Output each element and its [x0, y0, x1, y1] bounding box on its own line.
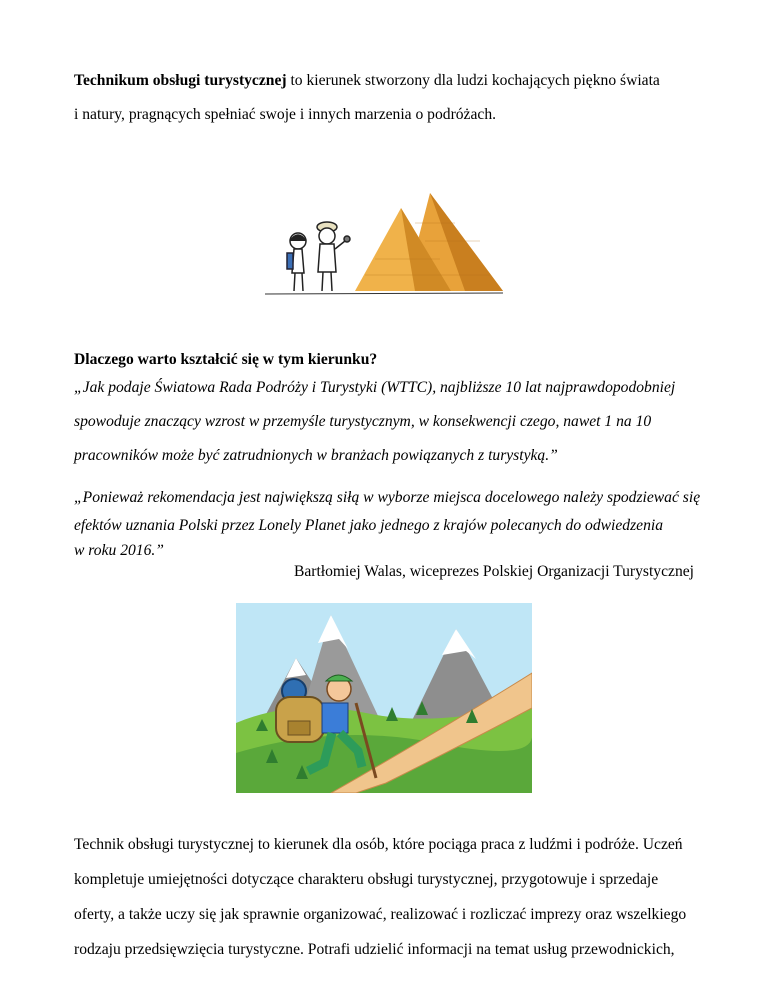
quote1-line-1: „Jak podaje Światowa Rada Podróży i Turystyki (WTTC), najbliższe 10 lat najprawdopodobniej	[74, 379, 676, 396]
quote2-line-2: efektów uznania Polski przez Lonely Planet jako jednego z krajów polecanych do odwiedzenia	[74, 517, 663, 534]
quote2-line-1: „Ponieważ rekomendacja jest największą siłą w wyborze miejsca docelowego należy spodziewać się	[74, 489, 701, 506]
body-line-3: oferty, a także uczy się jak sprawnie organizować, realizować i rozliczać imprezy oraz wszelkiego	[74, 906, 687, 923]
intro-line-2: i natury, pragnących spełniać swoje i innych marzenia o podróżach.	[74, 106, 497, 123]
body-line-4: rodzaju przedsięwzięcia turystyczne. Potrafi udzielić informacji na temat usług przewodnickich,	[74, 941, 675, 958]
intro-text: to kierunek stworzony dla ludzi kochających piękno świata	[286, 72, 660, 89]
hiker-mountains-illustration	[236, 603, 532, 793]
intro-bold: Technikum obsługi turystycznej	[74, 72, 287, 89]
hiker-man	[317, 222, 350, 291]
intro-line-1	[74, 64, 660, 98]
body-line-2: kompletuje umiejętności dotyczące charakteru obsługi turystycznej, przygotowuje i sprzedaje	[74, 871, 659, 888]
quote-attribution: Bartłomiej Walas, wiceprezes Polskiej Organizacji Turystycznej	[293, 563, 694, 580]
quote1-line-3: pracowników może być zatrudnionych w branżach powiązanych z turystyką.”	[74, 447, 558, 464]
quote2-line-3: w roku 2016.”	[74, 542, 164, 559]
quote1-line-2: spowoduje znaczący wzrost w przemyśle turystycznym, w konsekwencji czego, nawet 1 na 10	[74, 413, 652, 430]
hiker-woman	[287, 233, 306, 291]
pyramids-illustration	[265, 183, 505, 298]
section-heading: Dlaczego warto kształcić się w tym kierunku?	[74, 351, 378, 368]
body-line-1: Technik obsługi turystycznej to kierunek dla osób, które pociąga praca z ludźmi i podróże. Uczeń	[74, 836, 683, 853]
